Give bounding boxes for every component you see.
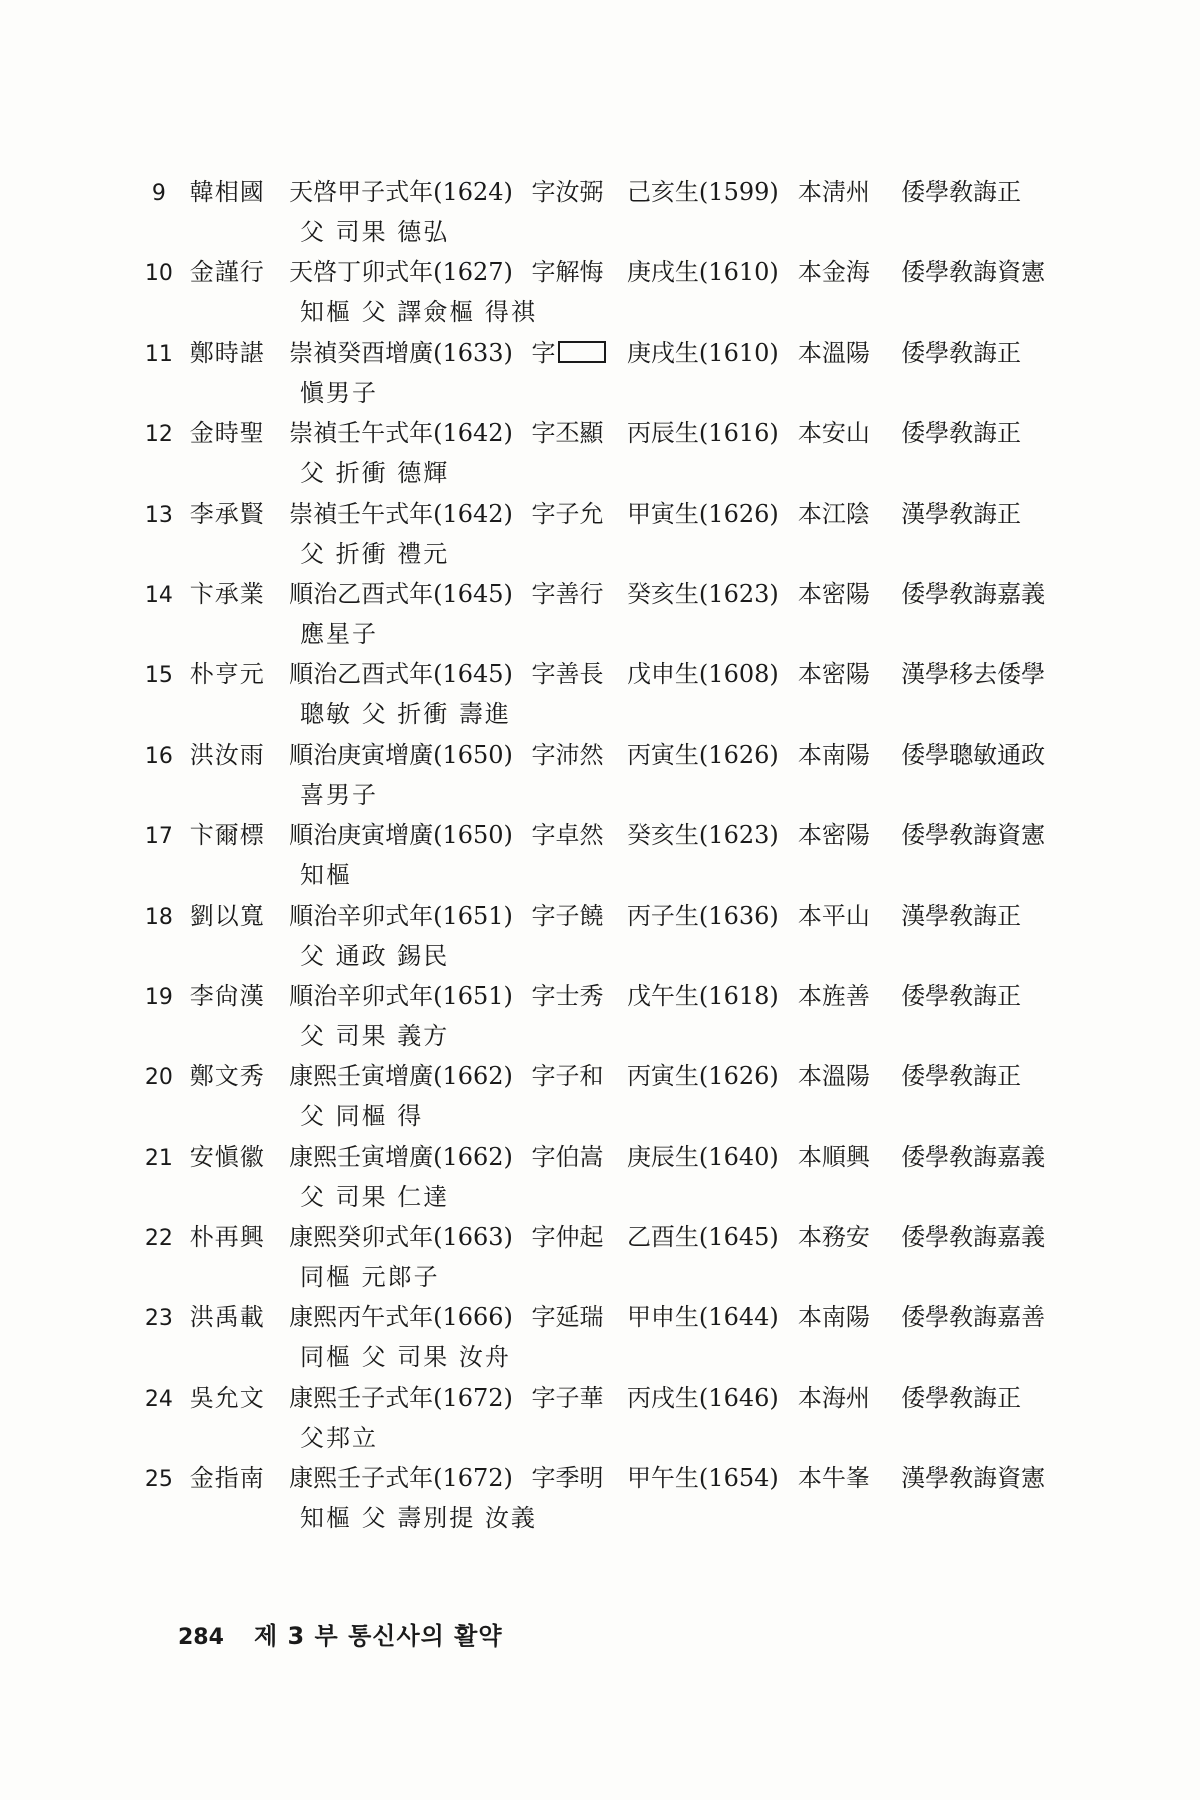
entry-courtesy-name: 字季明 bbox=[531, 1464, 604, 1493]
list-item bbox=[140, 1217, 1080, 1297]
entry-detail: 父 折衝 德輝 bbox=[300, 459, 450, 488]
entry-courtesy-name: 字沛然 bbox=[531, 740, 604, 769]
entry-number: 14 bbox=[144, 582, 173, 608]
entry-exam: 天啓甲子式年(1624) bbox=[289, 178, 513, 206]
entry-exam: 康熙癸卯式年(1663) bbox=[289, 1223, 513, 1252]
entry-name: 金時聖 bbox=[189, 419, 265, 448]
entry-number: 11 bbox=[144, 341, 173, 367]
entry-birth: 甲申生(1644) bbox=[626, 1303, 779, 1332]
entry-clan: 本務安 bbox=[797, 1223, 870, 1252]
entry-detail: 父 通政 錫民 bbox=[300, 941, 450, 970]
entry-name: 朴亨元 bbox=[189, 660, 265, 689]
entry-birth: 丙寅生(1626) bbox=[626, 1062, 779, 1091]
entry-detail: 父 折衝 禮元 bbox=[300, 539, 450, 568]
entry-courtesy-name: 字士秀 bbox=[531, 981, 604, 1010]
page-footer bbox=[178, 1616, 503, 1651]
entry-exam: 順治辛卯式年(1651) bbox=[289, 901, 513, 930]
entry-office: 漢學敎誨資憲 bbox=[901, 1464, 1046, 1493]
blank-character-box bbox=[558, 341, 606, 363]
entry-courtesy-name: 字汝弼 bbox=[531, 178, 604, 206]
entry-courtesy-name: 字善行 bbox=[531, 579, 604, 608]
list-item bbox=[140, 1137, 1080, 1217]
list-item bbox=[140, 896, 1080, 976]
entry-number: 20 bbox=[144, 1065, 173, 1091]
entry-clan: 本平山 bbox=[797, 901, 870, 930]
entry-name: 李承賢 bbox=[189, 499, 265, 528]
entry-number: 10 bbox=[144, 261, 173, 287]
list-item bbox=[140, 172, 1080, 252]
entry-name: 金謹行 bbox=[189, 258, 265, 287]
list-item bbox=[140, 574, 1080, 654]
entry-exam: 康熙壬子式年(1672) bbox=[289, 1383, 513, 1412]
entry-exam: 康熙壬寅增廣(1662) bbox=[289, 1142, 513, 1171]
entry-birth: 甲寅生(1626) bbox=[626, 499, 779, 528]
entry-name: 鄭時諶 bbox=[189, 338, 265, 367]
entry-exam: 崇禎壬午式年(1642) bbox=[289, 499, 513, 528]
entry-courtesy-name: 字解悔 bbox=[531, 258, 604, 287]
list-item bbox=[140, 1297, 1080, 1377]
list-item bbox=[140, 252, 1080, 332]
section-title: 제 3 부 통신사의 활약 bbox=[253, 1622, 503, 1650]
list-item bbox=[140, 815, 1080, 895]
entry-office: 倭學敎誨正 bbox=[901, 1383, 1022, 1412]
entry-courtesy-name: 字 bbox=[532, 333, 627, 368]
entry-office: 倭學敎誨嘉義 bbox=[901, 579, 1046, 608]
entry-name: 洪汝雨 bbox=[189, 740, 265, 769]
entry-clan: 本金海 bbox=[797, 258, 870, 287]
entry-number: 18 bbox=[144, 904, 173, 930]
entry-clan: 本旌善 bbox=[797, 981, 870, 1010]
entry-exam: 順治乙酉式年(1645) bbox=[289, 660, 513, 689]
entry-office: 倭學敎誨正 bbox=[901, 1062, 1022, 1091]
entry-detail: 喜男子 bbox=[300, 780, 378, 809]
entry-name: 金指南 bbox=[189, 1464, 265, 1493]
entry-office: 倭學敎誨正 bbox=[901, 338, 1022, 367]
entry-exam: 康熙壬子式年(1672) bbox=[289, 1464, 513, 1493]
entry-courtesy-name: 字子饒 bbox=[531, 901, 604, 930]
entry-exam: 崇禎癸酉增廣(1633) bbox=[289, 338, 513, 367]
entry-detail: 父 司果 仁達 bbox=[300, 1182, 450, 1211]
entry-birth: 庚戌生(1610) bbox=[626, 338, 779, 367]
entry-number: 17 bbox=[144, 824, 173, 850]
list-item bbox=[140, 1378, 1080, 1458]
page-number: 284 bbox=[178, 1625, 224, 1650]
entry-number: 22 bbox=[144, 1226, 173, 1252]
entry-birth: 丙寅生(1626) bbox=[626, 740, 779, 769]
list-item bbox=[140, 976, 1080, 1056]
entry-office: 倭學敎誨資憲 bbox=[901, 258, 1046, 287]
entry-birth: 己亥生(1599) bbox=[626, 178, 779, 206]
entry-clan: 本溫陽 bbox=[797, 338, 870, 367]
entry-birth: 癸亥生(1623) bbox=[626, 579, 779, 608]
entry-courtesy-name: 字伯嵩 bbox=[531, 1142, 604, 1171]
entry-clan: 本密陽 bbox=[797, 660, 870, 689]
entry-number: 24 bbox=[144, 1386, 173, 1412]
list-item bbox=[140, 735, 1080, 815]
entry-birth: 丙戌生(1646) bbox=[626, 1383, 779, 1412]
entry-clan: 本淸州 bbox=[797, 178, 870, 206]
entry-exam: 順治庚寅增廣(1650) bbox=[289, 740, 513, 769]
entry-clan: 本溫陽 bbox=[797, 1062, 870, 1091]
entry-name: 卞承業 bbox=[189, 579, 265, 608]
entry-detail: 愼男子 bbox=[300, 378, 378, 407]
entry-detail: 父 同樞 得 bbox=[300, 1102, 424, 1131]
entry-office: 漢學敎誨正 bbox=[901, 901, 1022, 930]
entry-courtesy-name: 字子和 bbox=[531, 1062, 604, 1091]
entry-exam: 順治乙酉式年(1645) bbox=[289, 579, 513, 608]
entry-birth: 庚辰生(1640) bbox=[626, 1142, 779, 1171]
entry-birth: 癸亥生(1623) bbox=[626, 821, 779, 850]
entry-number: 16 bbox=[144, 743, 173, 769]
entry-office: 倭學敎誨嘉義 bbox=[901, 1223, 1046, 1252]
entry-courtesy-name: 字卓然 bbox=[531, 821, 604, 850]
entry-exam: 順治庚寅增廣(1650) bbox=[289, 821, 513, 850]
entry-exam: 順治辛卯式年(1651) bbox=[289, 981, 513, 1010]
entry-birth: 甲午生(1654) bbox=[626, 1464, 779, 1493]
entry-clan: 本密陽 bbox=[797, 579, 870, 608]
entry-detail: 知樞 bbox=[300, 861, 352, 890]
entry-exam: 崇禎壬午式年(1642) bbox=[289, 419, 513, 448]
entry-detail: 同樞 父 司果 汝舟 bbox=[300, 1343, 511, 1372]
entry-courtesy-name: 字延瑞 bbox=[531, 1303, 604, 1332]
entry-birth: 庚戌生(1610) bbox=[626, 258, 779, 287]
entry-name: 朴再興 bbox=[189, 1223, 265, 1252]
entry-courtesy-name: 字丕顯 bbox=[531, 419, 604, 448]
entry-detail: 聰敏 父 折衝 壽進 bbox=[300, 700, 511, 729]
entry-clan: 本南陽 bbox=[797, 740, 870, 769]
entry-clan: 本安山 bbox=[797, 419, 870, 448]
entry-number: 13 bbox=[144, 502, 173, 528]
list-item bbox=[140, 654, 1080, 734]
entry-name: 卞爾標 bbox=[189, 821, 265, 850]
entry-office: 倭學敎誨正 bbox=[901, 419, 1022, 448]
list-item bbox=[140, 1458, 1080, 1538]
interpreter-list bbox=[140, 172, 1080, 1539]
list-item bbox=[140, 494, 1080, 574]
list-item bbox=[140, 333, 1080, 413]
entry-birth: 戊午生(1618) bbox=[626, 981, 779, 1010]
entry-detail: 知樞 父 壽別提 汝義 bbox=[300, 1504, 537, 1533]
entry-office: 倭學敎誨嘉義 bbox=[901, 1142, 1046, 1171]
entry-detail: 父 司果 義方 bbox=[300, 1021, 450, 1050]
entry-exam: 康熙壬寅增廣(1662) bbox=[289, 1062, 513, 1091]
entry-office: 漢學敎誨正 bbox=[901, 499, 1022, 528]
entry-office: 倭學敎誨正 bbox=[901, 981, 1022, 1010]
entry-clan: 本江陰 bbox=[797, 499, 870, 528]
entry-clan: 本海州 bbox=[797, 1383, 870, 1412]
entry-courtesy-name: 字子華 bbox=[531, 1383, 604, 1412]
entry-birth: 戊申生(1608) bbox=[626, 660, 779, 689]
entry-clan: 本順興 bbox=[797, 1142, 870, 1171]
entry-office: 漢學移去倭學 bbox=[901, 660, 1046, 689]
entry-birth: 丙子生(1636) bbox=[626, 901, 779, 930]
entry-office: 倭學敎誨嘉善 bbox=[901, 1303, 1046, 1332]
entry-name: 吳允文 bbox=[189, 1383, 265, 1412]
entry-detail: 父 司果 德弘 bbox=[300, 218, 450, 246]
entry-name: 李尙漢 bbox=[189, 981, 265, 1010]
entry-courtesy-name: 字仲起 bbox=[531, 1223, 604, 1252]
entry-office: 倭學敎誨資憲 bbox=[901, 821, 1046, 850]
entry-office: 倭學聰敏通政 bbox=[901, 740, 1046, 769]
entry-exam: 康熙丙午式年(1666) bbox=[289, 1303, 513, 1332]
entry-birth: 乙酉生(1645) bbox=[626, 1223, 779, 1252]
entry-detail: 同樞 元郞子 bbox=[300, 1263, 440, 1292]
entry-number: 19 bbox=[144, 984, 173, 1010]
entry-number: 15 bbox=[144, 663, 173, 689]
entry-number: 23 bbox=[144, 1306, 173, 1332]
entry-number: 9 bbox=[151, 181, 166, 206]
entry-clan: 本南陽 bbox=[797, 1303, 870, 1332]
entry-name: 劉以寬 bbox=[189, 901, 265, 930]
entry-number: 25 bbox=[144, 1467, 173, 1493]
entry-clan: 本牛峯 bbox=[797, 1464, 870, 1493]
entry-detail: 知樞 父 譯僉樞 得祺 bbox=[300, 298, 537, 327]
entry-name: 洪禹載 bbox=[189, 1303, 265, 1332]
entry-name: 安愼徽 bbox=[189, 1142, 265, 1171]
entry-number: 21 bbox=[144, 1145, 173, 1171]
entry-office: 倭學敎誨正 bbox=[901, 178, 1022, 206]
list-item bbox=[140, 413, 1080, 493]
entry-number: 12 bbox=[144, 422, 173, 448]
entry-detail: 父邦立 bbox=[300, 1423, 378, 1452]
list-item bbox=[140, 1056, 1080, 1136]
entry-courtesy-name: 字子允 bbox=[531, 499, 604, 528]
entry-detail: 應星子 bbox=[300, 619, 378, 648]
entry-name: 韓相國 bbox=[189, 178, 265, 206]
entry-birth: 丙辰生(1616) bbox=[626, 419, 779, 448]
entry-name: 鄭文秀 bbox=[189, 1062, 265, 1091]
entry-clan: 本密陽 bbox=[797, 821, 870, 850]
entry-courtesy-name: 字善長 bbox=[531, 660, 604, 689]
entry-exam: 天啓丁卯式年(1627) bbox=[289, 258, 513, 287]
